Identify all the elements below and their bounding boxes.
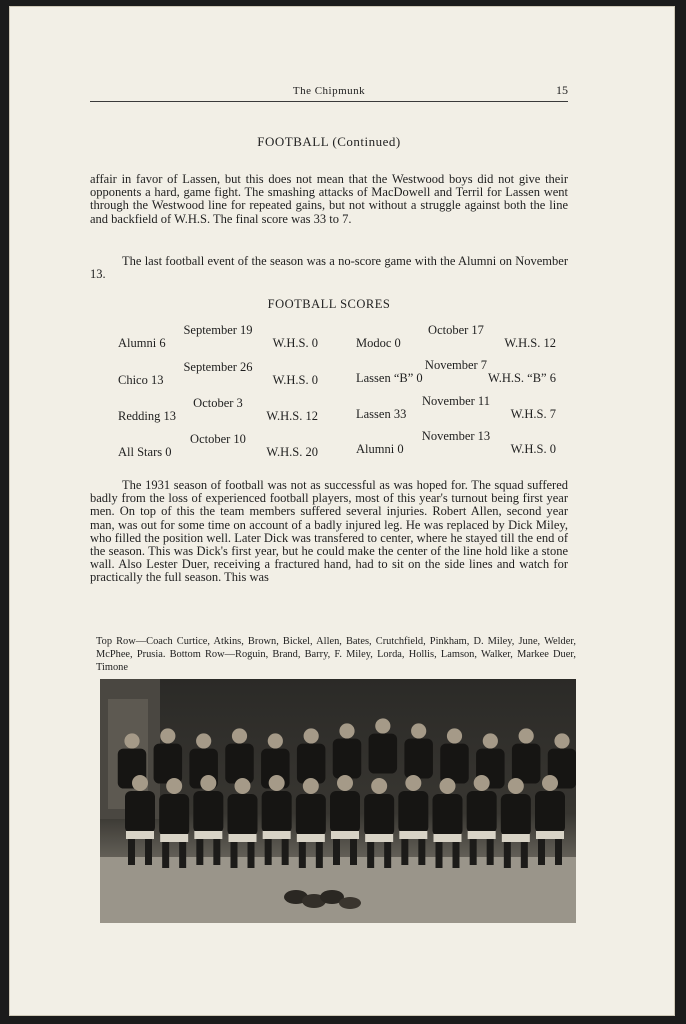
player-figure — [228, 778, 258, 868]
score-entry — [356, 394, 556, 426]
paragraph-season-summary: The 1931 season of football was not as successful as was hoped for. The squad suffered badly from the loss of experienced football players, most of this year's turnout being first year men. On top of this the team members suffered several injuries. Robert Allen, second year man, was out for some time on account of a badly injured leg. He was replaced by Dick Miley, who filled the position well. Later Dick was transfered to center, where he stayed till the end of the season. This was Dick's first year, but he could make the center of the line hold like a stone wall. Also Lester Duer, receiving a fractured hand, had to sit on the side lines and watch for practically the full season. This was — [90, 478, 568, 585]
publication-title: The Chipmunk — [292, 85, 366, 97]
player-figure — [404, 723, 433, 778]
score-entry — [118, 323, 318, 355]
player-figure — [433, 778, 463, 868]
game-date: November 13 — [421, 429, 491, 443]
opponent-score: All Stars 0 — [118, 445, 172, 459]
whs-score: W.H.S. 0 — [510, 442, 556, 456]
opponent-score: Alumni 6 — [118, 336, 166, 350]
team-photo — [100, 679, 576, 923]
team-photo-image — [100, 679, 576, 923]
photo-caption: Top Row—Coach Curtice, Atkins, Brown, Bickel, Allen, Bates, Crutchfield, Pinkham, D. Miley, June, Welder, McPhee, Prusia. Bottom Row—Roguin, Brand, Barry, F. Miley, Lorda, Hollis, Lamson, Walker, Markee Duer, Timone — [96, 636, 576, 673]
player-figure — [262, 775, 292, 865]
player-figure — [398, 775, 428, 865]
paragraph-alumni-game: The last football event of the season was a no-score game with the Alumni on November 13. — [90, 254, 568, 282]
scores-heading: FOOTBALL SCORES — [267, 297, 391, 311]
opponent-score: Chico 13 — [118, 373, 164, 387]
score-entry — [118, 432, 318, 464]
player-figure — [501, 778, 531, 868]
player-figure — [333, 723, 362, 778]
player-figure — [297, 728, 326, 783]
game-date: November 11 — [422, 394, 490, 408]
opponent-score: Lassen “B” 0 — [356, 371, 423, 385]
player-figure — [159, 778, 189, 868]
opponent-score: Alumni 0 — [356, 442, 404, 456]
player-figure — [440, 728, 469, 783]
whs-score: W.H.S. 12 — [504, 336, 556, 350]
opponent-score: Lassen 33 — [356, 407, 407, 421]
score-entry — [356, 323, 556, 355]
whs-score: W.H.S. “B” 6 — [488, 371, 556, 385]
player-figure — [364, 778, 394, 868]
running-header — [90, 81, 568, 102]
whs-score: W.H.S. 20 — [266, 445, 318, 459]
game-date: September 19 — [183, 323, 253, 337]
whs-score: W.H.S. 0 — [272, 336, 318, 350]
score-entry — [356, 358, 556, 390]
score-entry — [356, 429, 556, 461]
game-date: November 7 — [424, 358, 488, 372]
whs-score: W.H.S. 12 — [266, 409, 318, 423]
opponent-score: Redding 13 — [118, 409, 176, 423]
player-figure — [225, 728, 254, 783]
paragraph-lassen-game: affair in favor of Lassen, but this does not mean that the Westwood boys did not give their opponents a hard, game fight. The smashing attacks of MacDowell and Terril for Lassen went through the Westwood line for repeated gains, but not without a struggle against both the line and backfield of W.H.S. The final score was 33 to 7. — [90, 172, 568, 226]
game-date: October 3 — [193, 396, 243, 410]
game-date: September 26 — [183, 360, 253, 374]
game-date: October 17 — [428, 323, 484, 337]
page-number: 15 — [556, 83, 568, 97]
opponent-score: Modoc 0 — [356, 336, 401, 350]
game-date: October 10 — [190, 432, 246, 446]
player-figure — [330, 775, 360, 865]
player-figure — [369, 718, 398, 773]
score-entry — [118, 396, 318, 428]
front-row-players — [125, 775, 565, 868]
yearbook-page — [9, 6, 675, 1016]
player-figure — [296, 778, 326, 868]
player-figure — [512, 728, 540, 783]
whs-score: W.H.S. 7 — [510, 407, 556, 421]
whs-score: W.H.S. 0 — [272, 373, 318, 387]
section-heading: FOOTBALL (Continued) — [257, 134, 401, 149]
score-entry — [118, 360, 318, 392]
